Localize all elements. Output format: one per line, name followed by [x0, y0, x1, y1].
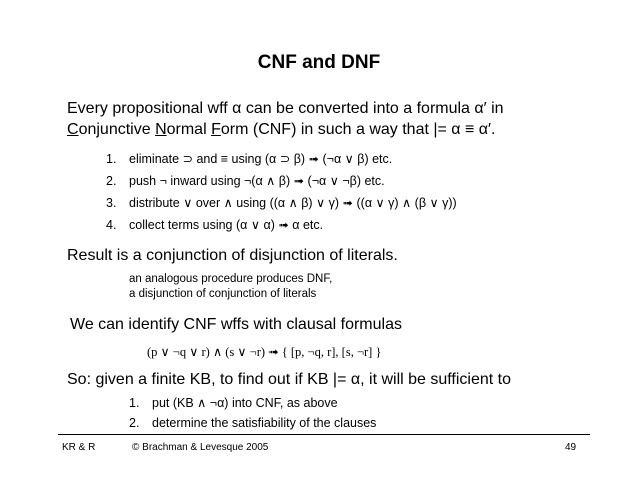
- intro-ormal: ormal: [166, 121, 212, 138]
- step-text: put (KB ∧ ¬α) into CNF, as above: [152, 396, 338, 410]
- step-1: [106, 151, 392, 166]
- intro-line-1: Every propositional wff α can be converted into a formula α′ in: [67, 100, 504, 117]
- step-number: 1.: [129, 396, 140, 410]
- step-4: [106, 217, 323, 232]
- step-number: 2.: [106, 174, 117, 188]
- step-text: push ¬ inward using ¬(α ∧ β) ➟ (¬α ∨ ¬β) etc.: [129, 174, 385, 188]
- footer-left: KR & R: [62, 442, 96, 453]
- intro-n: N: [155, 121, 167, 138]
- step-number: 3.: [106, 196, 117, 210]
- dnf-note-line-1: an analogous procedure produces DNF,: [129, 273, 333, 285]
- intro-line-2: [67, 121, 495, 139]
- step-3: [106, 195, 457, 210]
- intro-f: F: [211, 121, 221, 138]
- slide-title: CNF and DNF: [257, 52, 381, 73]
- dnf-note-line-2: a disjunction of conjunction of literals: [129, 288, 317, 300]
- step-text: determine the satisfiability of the clauses: [152, 416, 377, 430]
- intro-rest: orm (CNF) in such a way that |= α ≡ α′.: [220, 121, 496, 138]
- so-step-1: [129, 395, 338, 410]
- step-number: 4.: [106, 218, 117, 232]
- step-text: eliminate ⊃ and ≡ using (α ⊃ β) ➟ (¬α ∨ β) etc.: [129, 152, 393, 166]
- clausal-formula: (p ∨ ¬q ∨ r) ∧ (s ∨ ¬r) ➟ { [p, ¬q, r], [s, ¬r] }: [147, 345, 382, 359]
- step-text: distribute ∨ over ∧ using ((α ∧ β) ∨ γ) ➟ ((α ∨ γ) ∧ (β ∨ γ)): [129, 196, 457, 210]
- so-step-2: [129, 416, 376, 430]
- step-text: collect terms using (α ∨ α) ➟ α etc.: [129, 218, 324, 232]
- intro-c: C: [67, 121, 79, 138]
- clausal-line: We can identify CNF wffs with clausal formulas: [70, 316, 402, 333]
- footer-copyright: © Brachman & Levesque 2005: [132, 442, 269, 453]
- step-number: 1.: [106, 152, 117, 166]
- step-2: [106, 173, 385, 188]
- result-line: Result is a conjunction of disjunction of literals.: [67, 247, 398, 264]
- intro-onjunctive: onjunctive: [78, 121, 156, 138]
- page-number: 49: [565, 442, 577, 453]
- step-number: 2.: [129, 416, 140, 430]
- footer-divider: [58, 434, 590, 435]
- so-line: So: given a finite KB, to find out if KB |= α, it will be sufficient to: [67, 371, 512, 388]
